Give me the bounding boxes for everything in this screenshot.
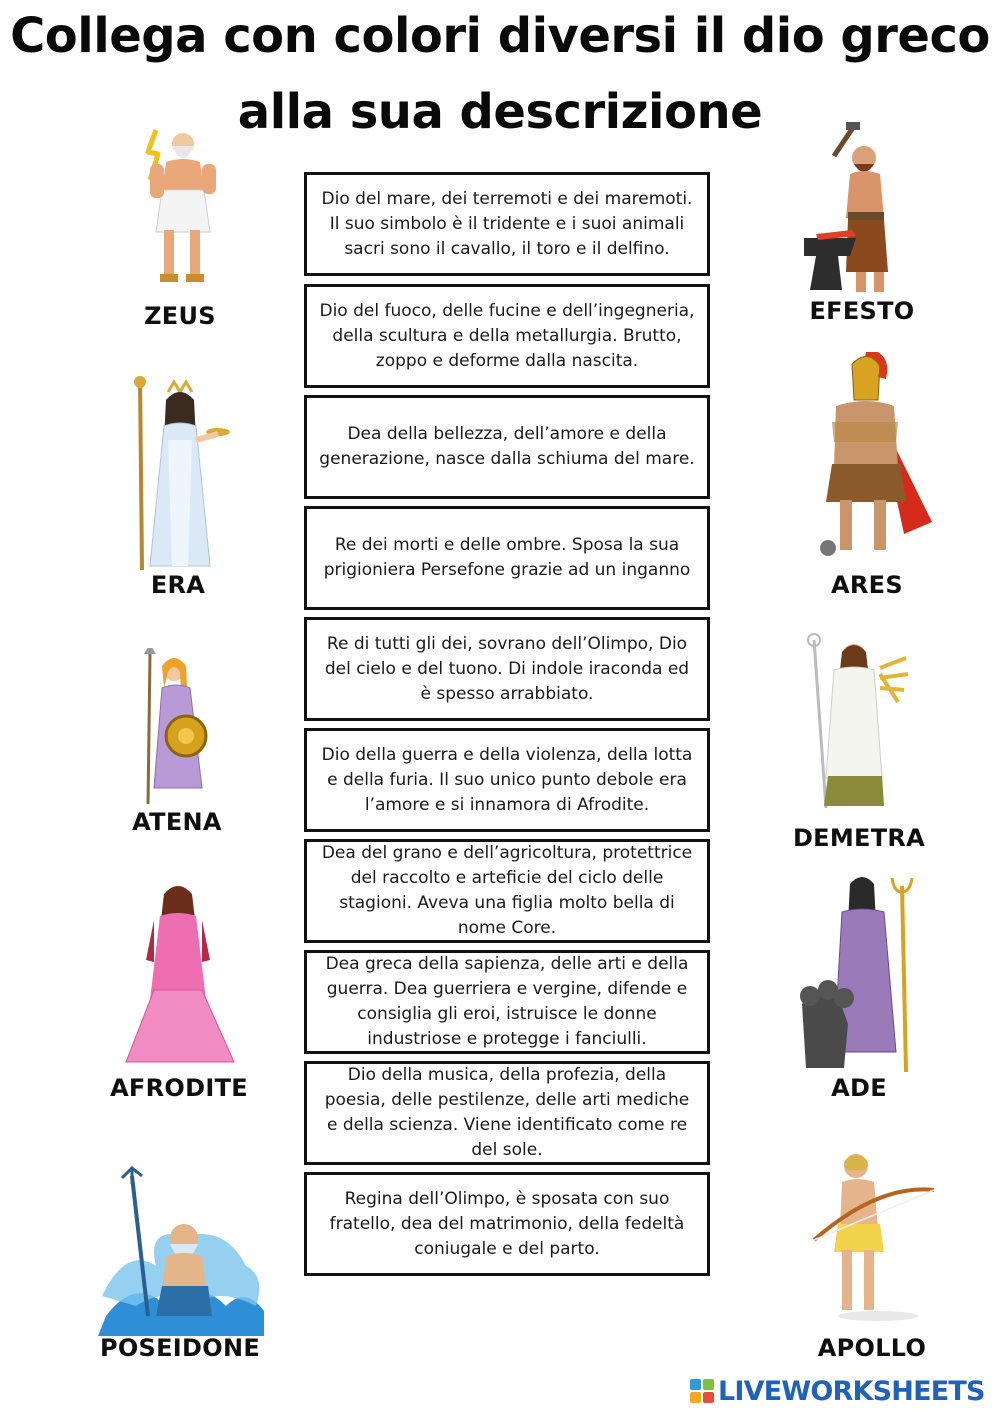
description-box-7[interactable]: Dea del grano e dell’agricoltura, protettrice del raccolto e arteficie del ciclo delle stagioni. Aveva una figlia molto bella di nome Core. [304, 839, 710, 943]
description-box-3[interactable]: Dea della bellezza, dell’amore e della generazione, nasce dalla schiuma del mare. [304, 395, 710, 499]
god-name-poseidone[interactable]: POSEIDONE [99, 1334, 261, 1362]
era-figure[interactable] [118, 370, 238, 575]
god-name-apollo[interactable]: APOLLO [817, 1334, 927, 1362]
description-box-1[interactable]: Dio del mare, dei terremoti e dei maremoti. Il suo simbolo è il tridente e i suoi animali sacri sono il cavallo, il toro e il delfino. [304, 172, 710, 276]
god-name-era[interactable]: ERA [150, 571, 206, 599]
description-box-10[interactable]: Regina dell’Olimpo, è sposata con suo fratello, dea del matrimonio, della fedeltà coniugale e del parto. [304, 1172, 710, 1276]
demetra-figure[interactable] [798, 628, 913, 813]
ade-figure[interactable] [798, 872, 918, 1077]
efesto-figure[interactable] [798, 122, 913, 297]
ares-figure[interactable] [808, 352, 938, 562]
page-title-line-2: alla sua descrizione [237, 84, 763, 140]
poseidone-figure[interactable] [96, 1166, 266, 1336]
description-box-9[interactable]: Dio della musica, della profezia, della poesia, delle pestilenze, delle arti mediche e della scienza. Viene identificato come re del sole. [304, 1061, 710, 1165]
liveworksheets-logo[interactable] [690, 1376, 985, 1406]
description-box-5[interactable]: Re di tutti gli dei, sovrano dell’Olimpo, Dio del cielo e del tuono. Di indole iraconda ed è spesso arrabbiato. [304, 617, 710, 721]
description-box-4[interactable]: Re dei morti e delle ombre. Sposa la sua prigioniera Persefone grazie ad un inganno [304, 506, 710, 610]
god-name-afrodite[interactable]: AFRODITE [110, 1074, 248, 1102]
zeus-figure[interactable] [128, 122, 228, 297]
god-name-ade[interactable]: ADE [831, 1074, 887, 1102]
god-name-atena[interactable]: ATENA [132, 808, 222, 836]
logo-text: LIVEWORKSHEETS [718, 1375, 985, 1407]
god-name-zeus[interactable]: ZEUS [144, 302, 216, 330]
atena-figure[interactable] [130, 648, 225, 808]
god-name-ares[interactable]: ARES [831, 571, 903, 599]
apollo-figure[interactable] [808, 1144, 938, 1329]
description-box-2[interactable]: Dio del fuoco, delle fucine e dell’ingegneria, della scultura e della metallurgia. Brutto, zoppo e deforme dalla nascita. [304, 284, 710, 388]
afrodite-figure[interactable] [120, 880, 240, 1070]
god-name-demetra[interactable]: DEMETRA [792, 824, 926, 852]
god-name-efesto[interactable]: EFESTO [809, 297, 915, 325]
description-box-6[interactable]: Dio della guerra e della violenza, della lotta e della furia. Il suo unico punto debole era l’amore e si innamora di Afrodite. [304, 728, 710, 832]
page-title-line-1: Collega con colori diversi il dio greco [10, 8, 990, 64]
liveworksheets-logo-icon [690, 1379, 714, 1403]
description-box-8[interactable]: Dea greca della sapienza, delle arti e della guerra. Dea guerriera e vergine, difende e consiglia gli eroi, istruisce le donne industriose e protegge i fanciulli. [304, 950, 710, 1054]
